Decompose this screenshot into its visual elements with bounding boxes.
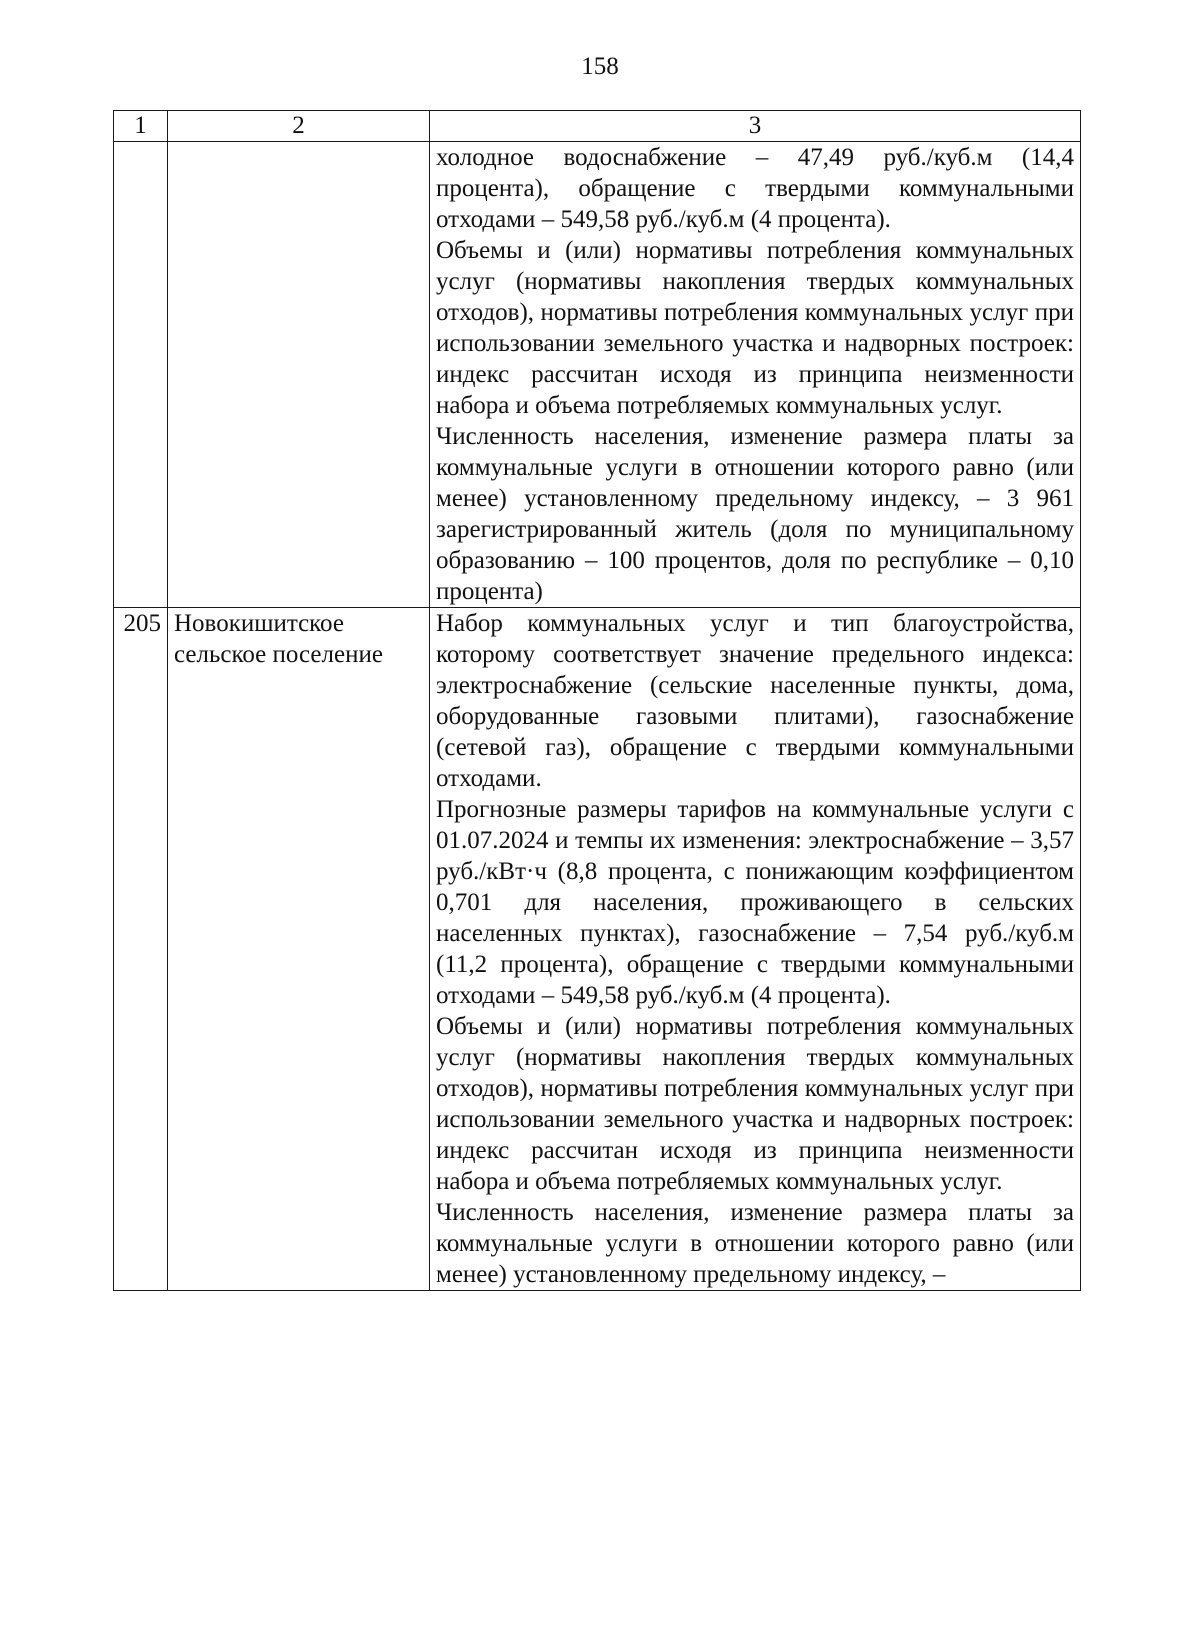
municipality-name [168,142,430,608]
paragraph: Прогнозные размеры тарифов на коммунальные услуги с 01.07.2024 и темпы их изменения: электроснабжение – 3,57 руб./кВт·ч (8,8 процента, с понижающим коэффициентом 0,701 для населения, проживающего в сельских населенных пунктах), газоснабжение – 7,54 руб./куб.м (11,2 процента), обращение с твердыми коммунальными отходами – 549,58 руб./куб.м (4 процента). [436,796,1074,1009]
tariff-table [113,110,1081,1291]
row-description [430,608,1081,1291]
paragraph: Численность населения, изменение размера платы за коммунальные услуги в отношении которого равно (или менее) установленному предельному индексу, – 3 961 зарегистрированный житель (доля по муниципальному образованию – 100 процентов, доля по республике – 0,10 процента) [436,423,1074,605]
column-header-1: 1 [114,111,168,142]
table-row [114,142,1081,608]
paragraph: Численность населения, изменение размера платы за коммунальные услуги в отношении которого равно (или менее) установленному предельному индексу, – [436,1199,1074,1288]
paragraph: Набор коммунальных услуг и тип благоустройства, которому соответствует значение предельного индекса: электроснабжение (сельские населенные пункты, дома, оборудованные газовыми плитами), газоснабжение (сетевой газ), обращение с твердыми коммунальными отходами. [436,610,1074,792]
paragraph: холодное водоснабжение – 47,49 руб./куб.м (14,4 процента), обращение с твердыми коммунальными отходами – 549,58 руб./куб.м (4 процента). [436,144,1074,233]
row-number [114,142,168,608]
table-row [114,608,1081,1291]
paragraph: Объемы и (или) нормативы потребления коммунальных услуг (нормативы накопления твердых коммунальных отходов), нормативы потребления коммунальных услуг при использовании земельного участка и надворных построек: индекс рассчитан исходя из принципа неизменности набора и объема потребляемых коммунальных услуг. [436,237,1074,419]
page-number: 158 [581,53,619,80]
column-header-3: 3 [430,111,1081,142]
column-header-2: 2 [168,111,430,142]
row-number: 205 [114,608,168,1291]
municipality-name: Новокишитское сельское поселение [168,608,430,1291]
paragraph: Объемы и (или) нормативы потребления коммунальных услуг (нормативы накопления твердых коммунальных отходов), нормативы потребления коммунальных услуг при использовании земельного участка и надворных построек: индекс рассчитан исходя из принципа неизменности набора и объема потребляемых коммунальных услуг. [436,1013,1074,1195]
row-description [430,142,1081,608]
table-header-row [114,111,1081,142]
